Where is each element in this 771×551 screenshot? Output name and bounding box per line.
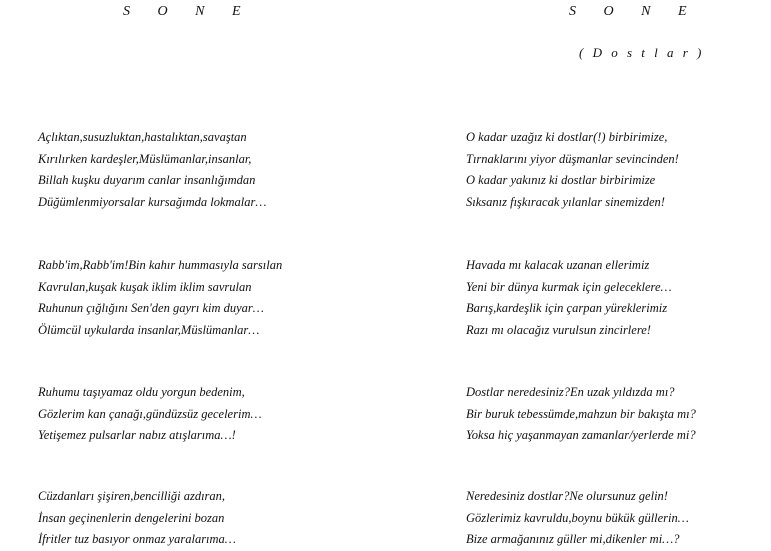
poem-line: Kavrulan,kuşak kuşak iklim iklim savrulan bbox=[38, 279, 252, 294]
poem-line: Yeni bir dünya kurmak için geleceklere… bbox=[466, 279, 672, 294]
poem-line: Rabb'im,Rabb'im!Bin kahır hummasıyla sarsılan bbox=[38, 258, 283, 272]
poem-line: O kadar yakınız ki dostlar birbirimize bbox=[466, 173, 656, 187]
right-poem-title: S O N E bbox=[569, 4, 699, 19]
poem-line: Ruhumu taşıyamaz oldu yorgun bedenim, bbox=[38, 385, 245, 399]
poem-line: Tırnaklarını yiyor düşmanlar sevincinden! bbox=[466, 151, 679, 166]
left-stanza-1 bbox=[38, 127, 338, 213]
poem-line: Bize armağanınız güller mi,dikenler mi…? bbox=[466, 532, 680, 546]
poem-line: Gözlerimiz kavruldu,boynu bükük güllerin… bbox=[466, 510, 689, 525]
right-stanza-4 bbox=[466, 486, 766, 551]
poem-line: Razı mı olacağız vurulsun zincirlere! bbox=[466, 322, 651, 337]
poem-line: Billah kuşku duyarım canlar insanlığımdan bbox=[38, 173, 256, 187]
poem-line: Sıksanız fışkıracak yılanlar sinemizden! bbox=[466, 194, 665, 209]
right-poem-subtitle: ( D o s t l a r ) bbox=[579, 45, 705, 60]
poem-line: O kadar uzağız ki dostlar(!) birbirimize, bbox=[466, 130, 668, 144]
poem-line: Barış,kardeşlik için çarpan yüreklerimiz bbox=[466, 301, 668, 315]
right-stanza-2 bbox=[466, 255, 766, 341]
poem-line: İnsan geçinenlerin dengelerini bozan bbox=[38, 510, 225, 525]
poem-line: Cüzdanları şişiren,bencilliği azdıran, bbox=[38, 489, 226, 503]
poem-line: Düğümlenmiyorsalar kursağımda lokmalar… bbox=[38, 194, 267, 209]
poem-line: Ruhunun çığlığını Sen'den gayrı kim duyar… bbox=[38, 301, 264, 315]
left-poem-title: S O N E bbox=[123, 4, 253, 19]
right-stanza-3 bbox=[466, 382, 766, 447]
poem-line: Yoksa hiç yaşanmayan zamanlar/yerlerde mi? bbox=[466, 428, 696, 442]
left-stanza-4 bbox=[38, 486, 338, 551]
left-stanza-3 bbox=[38, 382, 338, 447]
poem-line: Dostlar neredesiniz?En uzak yıldızda mı? bbox=[466, 385, 675, 399]
right-stanza-1 bbox=[466, 127, 766, 213]
poem-line: Bir buruk tebessümde,mahzun bir bakışta mı? bbox=[466, 406, 696, 421]
poem-line: Açlıktan,susuzluktan,hastalıktan,savaştan bbox=[38, 130, 247, 144]
poem-line: Yetişemez pulsarlar nabız atışlarıma…! bbox=[38, 428, 236, 442]
poem-line: Havada mı kalacak uzanan ellerimiz bbox=[466, 258, 650, 272]
poem-line: Kırılırken kardeşler,Müslümanlar,insanlar, bbox=[38, 151, 252, 166]
poem-line: Neredesiniz dostlar?Ne olursunuz gelin! bbox=[466, 489, 668, 503]
poem-line: Ölümcül uykularda insanlar,Müslümanlar… bbox=[38, 322, 260, 337]
poem-line: Gözlerim kan çanağı,gündüzsüz gecelerim… bbox=[38, 406, 262, 421]
left-stanza-2 bbox=[38, 255, 338, 341]
poem-line: İfritler tuz basıyor onmaz yaralarıma… bbox=[38, 532, 236, 546]
